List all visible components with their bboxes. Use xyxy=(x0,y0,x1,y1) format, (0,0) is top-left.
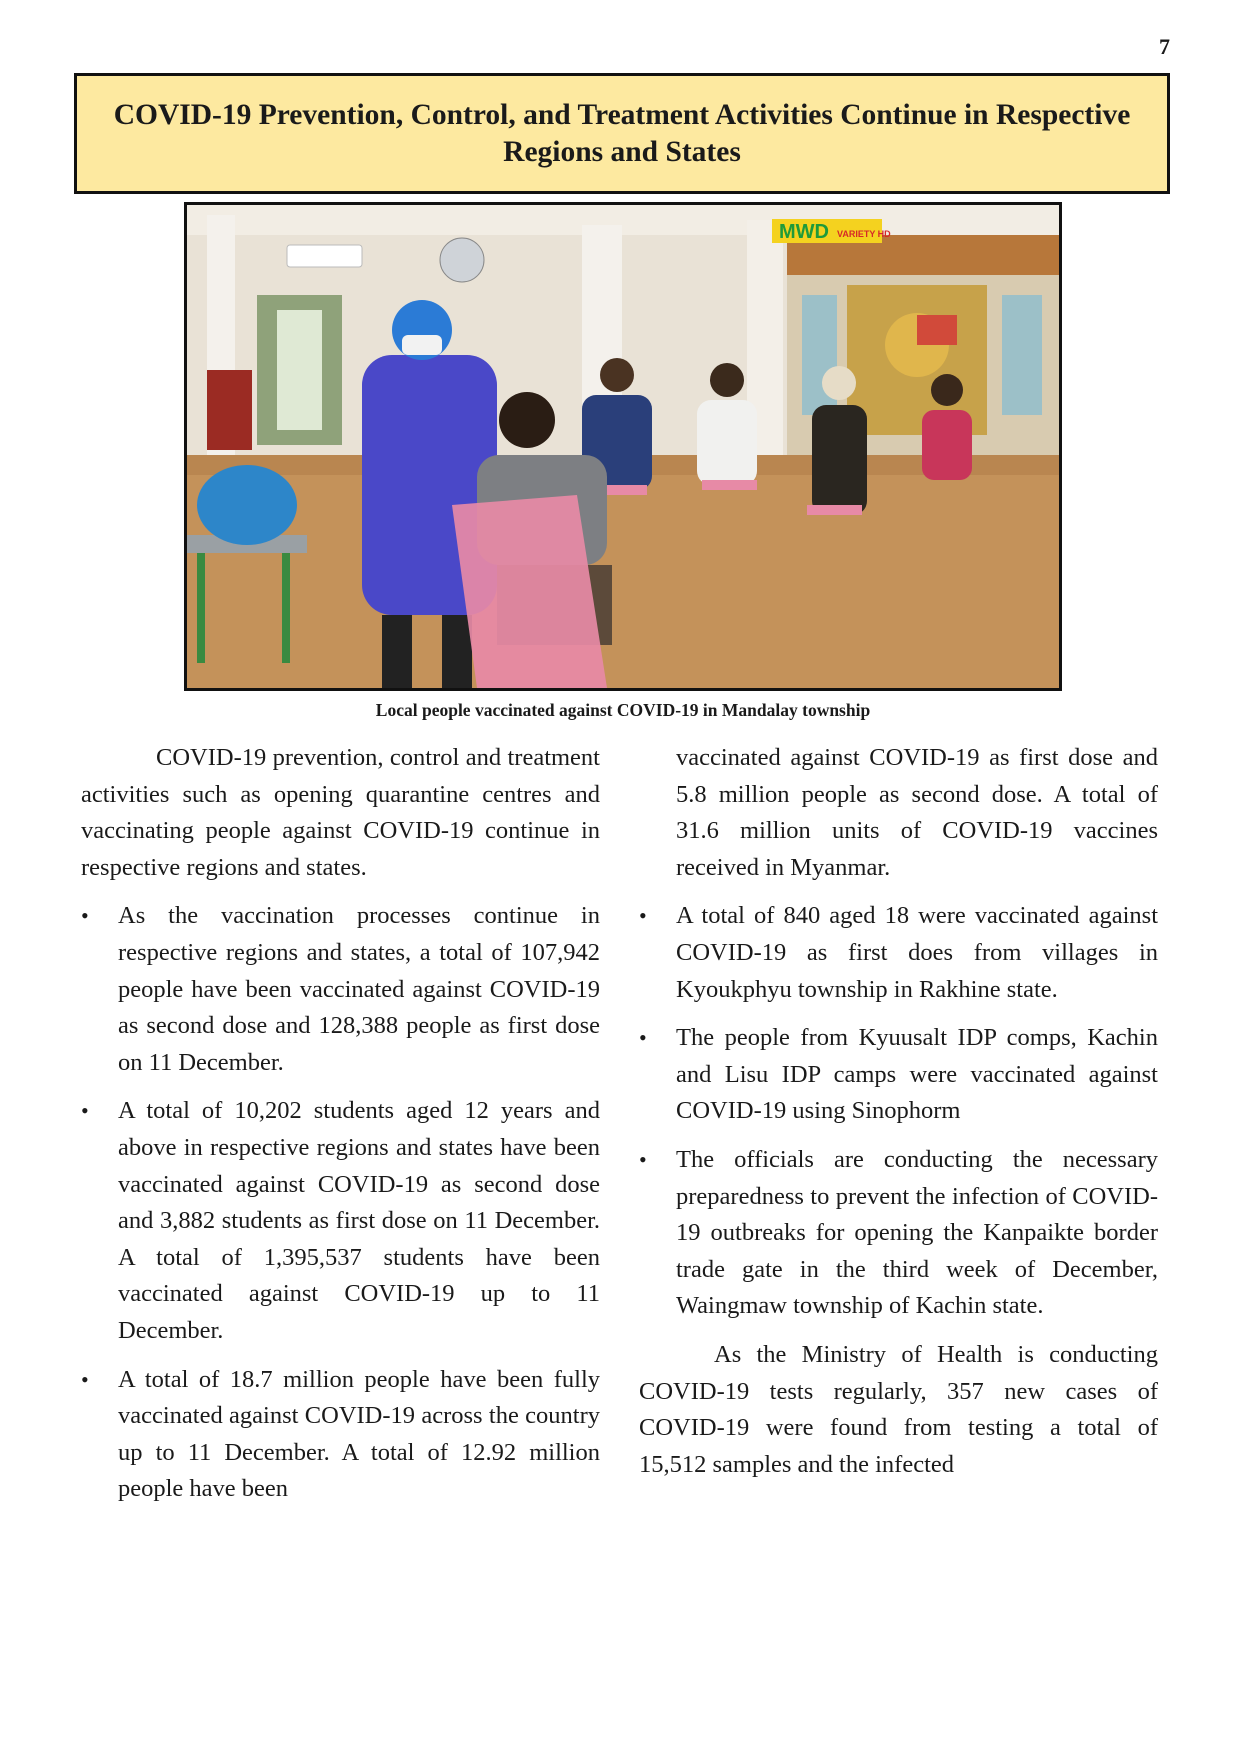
bullet-icon: • xyxy=(639,1025,647,1051)
bullet-icon: • xyxy=(81,903,89,929)
list-item-text: The officials are conducting the necessary preparedness to prevent the infection of COVID-19 outbreaks for opening the Kanpaikte border trade gate in the third week of December, Waingmaw township of Kachin state. xyxy=(676,1145,1158,1320)
left-column xyxy=(81,740,600,1520)
list-item-text: As the vaccination processes continue in respective regions and states, a total of 107,942 people have been vaccinated against COVID-19 as second dose and 128,388 people as first dose on 11 December. xyxy=(118,902,600,1076)
bullet-icon: • xyxy=(639,1146,647,1172)
broadcaster-logo: MWD xyxy=(779,221,829,243)
list-item xyxy=(639,1020,1158,1130)
list-item-text: A total of 10,202 students aged 12 years and above in respective regions and states have been vaccinated against COVID-19 as second dose and 3,882 students as first dose on 11 December. A total of 1,395,537 students have been vaccinated against COVID-19 up to 11 December. xyxy=(118,1097,600,1344)
bullet-icon: • xyxy=(81,1366,89,1392)
headline: COVID-19 Prevention, Control, and Treatment Activities Continue in Respective Regions and States xyxy=(113,98,1131,168)
list-item xyxy=(81,898,600,1081)
left-bullet-list xyxy=(81,898,600,1508)
intro-paragraph: COVID-19 prevention, control and treatment activities such as opening quarantine centres and vaccinating people against COVID-19 continue in respective regions and states. xyxy=(81,744,600,881)
broadcaster-logo-sub: VARIETY HD xyxy=(837,229,891,239)
list-item-text: A total of 18.7 million people have been fully vaccinated against COVID-19 across the country up to 11 December. A total of 12.92 million people have been xyxy=(118,1365,600,1503)
right-column xyxy=(639,740,1158,1495)
bullet-icon: • xyxy=(81,1098,89,1124)
list-item-text: The people from Kyuusalt IDP comps, Kachin and Lisu IDP camps were vaccinated against COVID-19 using Sinophorm xyxy=(676,1024,1158,1125)
right-bullet-list xyxy=(639,898,1158,1325)
list-item-text: A total of 840 aged 18 were vaccinated against COVID-19 as first does from villages in Kyoukphyu township in Rakhine state. xyxy=(676,902,1158,1003)
news-photo xyxy=(184,202,1062,691)
list-item xyxy=(81,1362,600,1508)
vaccination-scene-illustration xyxy=(187,205,1059,688)
list-item xyxy=(81,1093,600,1349)
photo-caption: Local people vaccinated against COVID-19 in Mandalay township xyxy=(375,700,871,720)
list-item xyxy=(639,898,1158,1008)
continuation-paragraph: vaccinated against COVID-19 as first dose and 5.8 million people as second dose. A total of 31.6 million units of COVID-19 vaccines received in Myanmar. xyxy=(676,744,1158,881)
list-item xyxy=(639,1142,1158,1325)
bullet-icon: • xyxy=(639,903,647,929)
headline-box xyxy=(74,73,1170,194)
page-number: 7 xyxy=(1159,34,1170,59)
closing-paragraph: As the Ministry of Health is conducting COVID-19 tests regularly, 357 new cases of COVID-19 were found from testing a total of 15,512 samples and the infected xyxy=(639,1340,1158,1478)
